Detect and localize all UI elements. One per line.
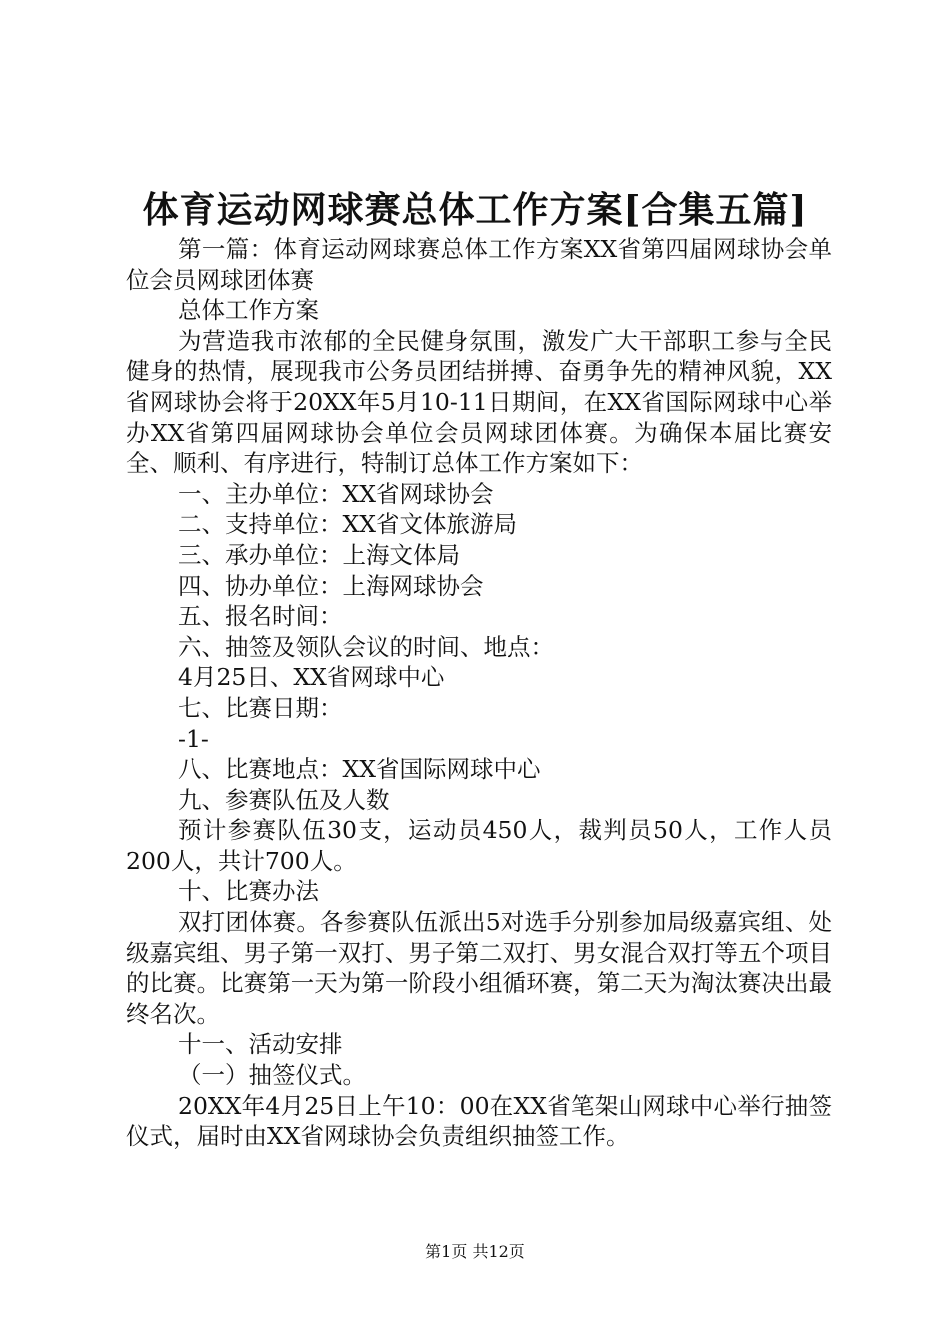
paragraph-teams-detail: 预计参赛队伍30支，运动员450人，裁判员50人，工作人员200人，共计700人。 <box>126 816 832 875</box>
paragraph-rules-heading: 十、比赛办法 <box>178 877 319 906</box>
paragraph-draw-ceremony-heading: （一）抽签仪式。 <box>178 1061 366 1090</box>
paragraph-schedule-heading: 十一、活动安排 <box>178 1030 343 1059</box>
paragraph-registration-time: 五、报名时间： <box>178 602 343 631</box>
paragraph-draw-meeting: 六、抽签及领队会议的时间、地点： <box>178 632 554 661</box>
paragraph-supporter: 二、支持单位：XX省文体旅游局 <box>178 510 517 539</box>
paragraph-intro: 为营造我市浓郁的全民健身氛围，激发广大干部职工参与全民健身的热情，展现我市公务员团结拼搏、奋勇争先的精神风貌，XX省网球协会将于20XX年5月10-11日期间，在XX省国际网球中心举办XX省第四届网球协会单位会员网球团体赛。为确保本届比赛安全、顺利、有序进行，特制订总体工作方案如下： <box>126 326 832 478</box>
paragraph-rules-detail: 双打团体赛。各参赛队伍派出5对选手分别参加局级嘉宾组、处级嘉宾组、男子第一双打、男子第二双打、男女混合双打等五个项目的比赛。比赛第一天为第一阶段小组循环赛，第二天为淘汰赛决出最终名次。 <box>126 908 832 1028</box>
paragraph-inline-page-marker: -1- <box>178 724 209 753</box>
page-footer: 第1页 共12页 <box>425 1242 525 1261</box>
paragraph-host: 三、承办单位：上海文体局 <box>178 540 460 569</box>
document-body <box>126 234 832 1152</box>
paragraph-match-date: 七、比赛日期： <box>178 693 343 722</box>
paragraph-plan-heading: 总体工作方案 <box>178 296 319 325</box>
paragraph-venue: 八、比赛地点：XX省国际网球中心 <box>178 755 541 784</box>
paragraph-chapter-heading: 第一篇：体育运动网球赛总体工作方案XX省第四届网球协会单位会员网球团体赛 <box>126 235 832 294</box>
paragraph-draw-date-place: 4月25日、XX省网球中心 <box>178 663 445 692</box>
paragraph-organizer: 一、主办单位：XX省网球协会 <box>178 479 494 508</box>
paragraph-teams-heading: 九、参赛队伍及人数 <box>178 785 390 814</box>
paragraph-co-organizer: 四、协办单位：上海网球协会 <box>178 571 484 600</box>
paragraph-draw-ceremony-detail: 20XX年4月25日上午10：00在XX省笔架山网球中心举行抽签仪式，届时由XX省网球协会负责组织抽签工作。 <box>126 1091 832 1151</box>
document-title: 体育运动网球赛总体工作方案[合集五篇] <box>142 189 808 231</box>
